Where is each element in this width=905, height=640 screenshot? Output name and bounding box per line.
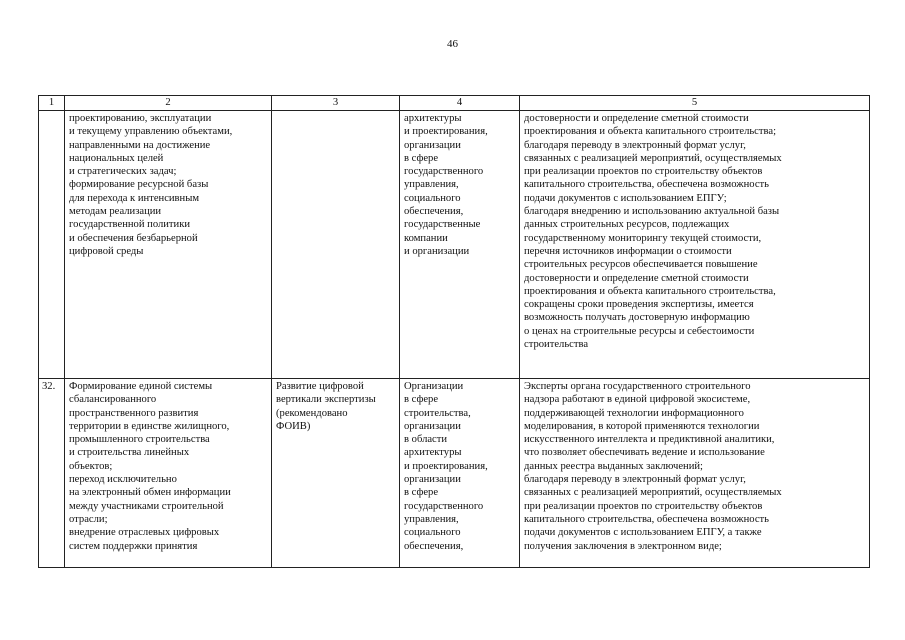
cell-text-line: достоверности и определение сметной стоимости: [524, 113, 749, 124]
cell-text-line: социального: [404, 527, 461, 539]
participants-cell: [400, 379, 520, 568]
cell-text-line: организации: [404, 474, 461, 486]
cell-text-line: переход исключительно: [69, 474, 177, 486]
header-cell-1: 1: [39, 96, 65, 111]
cell-text-line: Развитие цифровой: [276, 381, 364, 392]
cell-text-line: архитектуры: [404, 113, 462, 124]
cell-text-line: данных реестра выданных заключений;: [524, 460, 703, 472]
cell-text-line: проектирования и объекта капитального строительства,: [524, 285, 776, 297]
cell-text-line: (рекомендовано: [276, 407, 348, 419]
header-cell-2: 2: [65, 96, 272, 111]
cell-text-line: управления,: [404, 179, 459, 191]
cell-text-line: обеспечения,: [404, 540, 464, 552]
cell-text-line: о ценах на строительные ресурсы и себестоимости: [524, 325, 755, 337]
cell-text-line: территории в единстве жилищного,: [69, 420, 230, 432]
cell-text-line: ФОИВ): [276, 420, 311, 432]
header-cell-3: 3: [272, 96, 400, 111]
page-number: 46: [447, 38, 458, 50]
cell-text-line: моделирования, в которой применяются технологии: [524, 420, 760, 432]
row-number: 32.: [39, 379, 65, 568]
cell-text-line: проектированию, эксплуатации: [69, 113, 212, 124]
cell-text-line: и обеспечения безбарьерной: [69, 232, 198, 244]
cell-text-line: методам реализации: [69, 206, 162, 218]
cell-text-line: сокращены сроки проведения экспертизы, имеется: [524, 299, 754, 311]
table-row: [39, 111, 870, 379]
cell-text-line: благодаря переводу в электронный формат услуг,: [524, 139, 746, 151]
cell-text-line: для перехода к интенсивным: [69, 192, 200, 204]
cell-text-line: между участниками строительной: [69, 500, 224, 512]
project-cell: [272, 111, 400, 379]
cell-text-line: Эксперты органа государственного строительного: [524, 381, 751, 392]
cell-text-line: архитектуры: [404, 447, 462, 459]
cell-text-line: сбалансированного: [69, 394, 157, 406]
cell-text-line: обеспечения,: [404, 206, 464, 218]
project-cell: [272, 379, 400, 568]
cell-text-line: на электронный обмен информации: [69, 487, 231, 499]
cell-text-line: строительных ресурсов обеспечивается повышение: [524, 259, 758, 271]
goals-cell: [65, 379, 272, 568]
cell-text-line: организации: [404, 139, 461, 151]
cell-text-line: государственного: [404, 166, 484, 178]
cell-text-line: направленными на достижение: [69, 139, 211, 151]
cell-text-line: пространственного развития: [69, 407, 199, 419]
cell-text-line: проектирования и объекта капитального строительства;: [524, 126, 777, 138]
cell-text-line: связанных с реализацией мероприятий, осуществляемых: [524, 487, 782, 499]
cell-text-line: компании: [404, 232, 448, 244]
cell-text-line: и строительства линейных: [69, 447, 190, 459]
cell-text-line: и текущему управлению объектами,: [69, 126, 233, 138]
cell-text-line: надзора работают в единой цифровой экосистеме,: [524, 394, 751, 406]
table-row: [39, 379, 870, 568]
cell-text-line: формирование ресурсной базы: [69, 179, 209, 191]
cell-text-line: и проектирования,: [404, 126, 488, 138]
cell-text-line: благодаря переводу в электронный формат услуг,: [524, 474, 746, 486]
cell-text-line: управления,: [404, 513, 459, 525]
cell-text-line: что позволяет обеспечивать ведение и использование: [524, 447, 765, 459]
cell-text-line: возможность получать достоверную информацию: [524, 312, 750, 324]
cell-text-line: перечня источников информации о стоимости: [524, 245, 732, 257]
cell-text-line: искусственного интеллекта и предиктивной аналитики,: [524, 434, 775, 446]
cell-text-line: отрасли;: [69, 513, 108, 525]
cell-text-line: Организации: [404, 381, 464, 392]
cell-text-line: социального: [404, 192, 461, 204]
cell-text-line: при реализации проектов по строительству объектов: [524, 500, 763, 512]
cell-text-line: строительства,: [404, 407, 471, 419]
cell-text-line: строительства: [524, 339, 589, 351]
document-table: [38, 95, 870, 568]
cell-text-line: внедрение отраслевых цифровых: [69, 527, 220, 539]
cell-text-line: при реализации проектов по строительству объектов: [524, 166, 763, 178]
cell-text-line: данных строительных ресурсов, подлежащих: [524, 219, 730, 231]
cell-text-line: и организации: [404, 245, 470, 257]
goals-cell: [65, 111, 272, 379]
cell-text-line: и проектирования,: [404, 460, 488, 472]
cell-text-line: организации: [404, 420, 461, 432]
header-cell-5: 5: [520, 96, 870, 111]
table-header-row: [39, 96, 870, 111]
row-number: [39, 111, 65, 379]
cell-text-line: объектов;: [69, 460, 113, 472]
cell-text-line: получения заключения в электронном виде;: [524, 540, 722, 552]
cell-text-line: государственные: [404, 219, 481, 231]
cell-text-line: в сфере: [404, 152, 439, 164]
cell-text-line: капитального строительства, обеспечена возможность: [524, 179, 770, 191]
cell-text-line: и стратегических задач;: [69, 166, 177, 178]
cell-text-line: достоверности и определение сметной стоимости: [524, 272, 749, 284]
cell-text-line: национальных целей: [69, 152, 164, 164]
results-cell: [520, 379, 870, 568]
header-cell-4: 4: [400, 96, 520, 111]
cell-text-line: в области: [404, 434, 448, 446]
cell-text-line: подачи документов с использованием ЕПГУ, а также: [524, 527, 762, 539]
cell-text-line: вертикали экспертизы: [276, 394, 376, 406]
cell-text-line: промышленного строительства: [69, 434, 210, 446]
cell-text-line: в сфере: [404, 394, 439, 406]
cell-text-line: связанных с реализацией мероприятий, осуществляемых: [524, 152, 782, 164]
cell-text-line: благодаря внедрению и использованию актуальной базы: [524, 206, 780, 218]
cell-text-line: государственному мониторингу текущей стоимости,: [524, 232, 762, 244]
cell-text-line: цифровой среды: [69, 245, 144, 257]
participants-cell: [400, 111, 520, 379]
cell-text-line: поддерживающей технологии информационного: [524, 407, 744, 419]
cell-text-line: систем поддержки принятия: [69, 540, 198, 552]
cell-text-line: государственной политики: [69, 219, 191, 231]
cell-text-line: капитального строительства, обеспечена возможность: [524, 513, 770, 525]
results-cell: [520, 111, 870, 379]
cell-text-line: государственного: [404, 500, 484, 512]
cell-text-line: Формирование единой системы: [69, 381, 213, 392]
cell-text-line: в сфере: [404, 487, 439, 499]
cell-text-line: подачи документов с использованием ЕПГУ;: [524, 192, 727, 204]
